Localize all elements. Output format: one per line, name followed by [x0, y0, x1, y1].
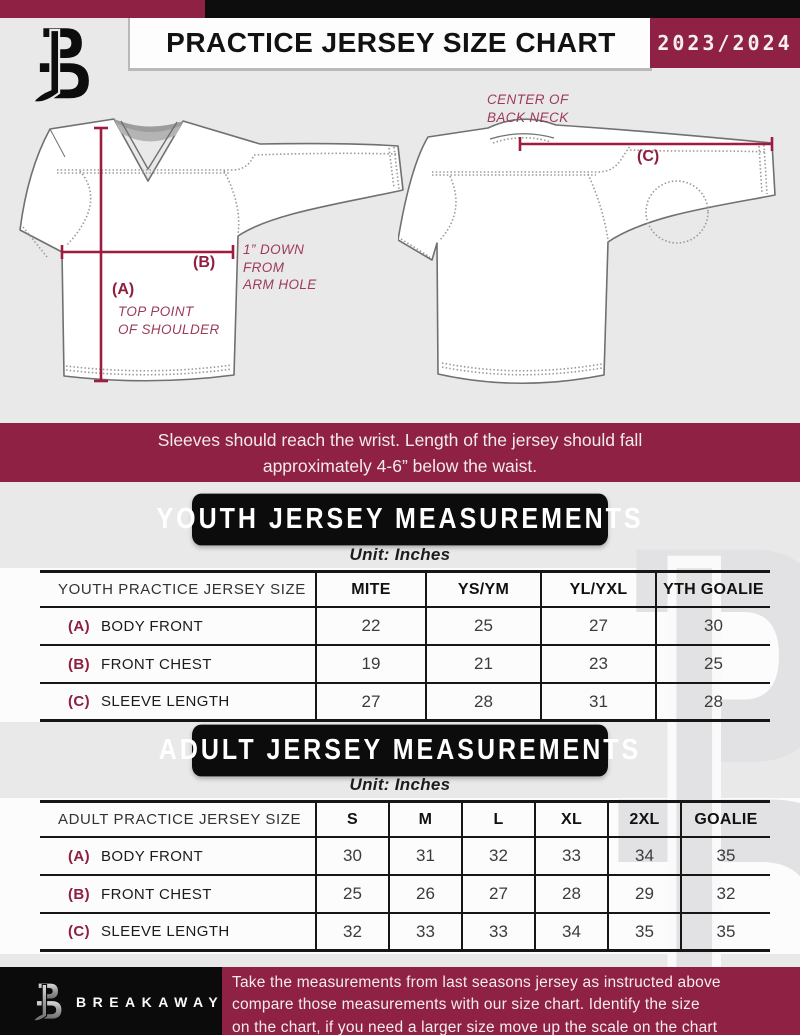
table-cell: 27: [540, 608, 655, 646]
youth-header-size: YOUTH PRACTICE JERSEY SIZE: [40, 570, 315, 608]
table-cell: 25: [655, 646, 770, 684]
youth-header-mite: MITE: [315, 570, 425, 608]
table-cell: 28: [534, 876, 607, 914]
table-cell: 33: [461, 914, 534, 952]
adult-row-b-label: (B) FRONT CHEST: [40, 876, 315, 914]
table-cell: 35: [680, 838, 770, 876]
adult-row-a-label: (A) BODY FRONT: [40, 838, 315, 876]
banner-line-1: Sleeves should reach the wrist. Length of the jersey should fall: [157, 429, 643, 450]
table-cell: 34: [607, 838, 680, 876]
youth-header-ylyxl: YL/YXL: [540, 570, 655, 608]
season-badge: 2023/2024: [650, 18, 800, 68]
title-bar: [128, 18, 652, 71]
youth-header-goalie: YTH GOALIE: [655, 570, 770, 608]
table-cell: 33: [534, 838, 607, 876]
adult-header-m: M: [388, 800, 461, 838]
adult-header-size: ADULT PRACTICE JERSEY SIZE: [40, 800, 315, 838]
youth-row-b-label: (B) FRONT CHEST: [40, 646, 315, 684]
youth-row-c-label: (C) SLEEVE LENGTH: [40, 684, 315, 722]
breakaway-b-logo-icon: [26, 23, 94, 107]
table-cell: 33: [388, 914, 461, 952]
table-cell: 21: [425, 646, 540, 684]
jersey-front-diagram: [10, 113, 410, 393]
youth-row-a-label: (A) BODY FRONT: [40, 608, 315, 646]
table-cell: 35: [607, 914, 680, 952]
table-cell: 22: [315, 608, 425, 646]
breakaway-b-logo-small-icon: [30, 981, 64, 1023]
table-cell: 25: [425, 608, 540, 646]
table-cell: 30: [315, 838, 388, 876]
adult-section-title: ADULT JERSEY MEASUREMENTS: [192, 725, 608, 777]
label-c-caption: CENTER OF BACK NECK: [487, 92, 569, 125]
label-b: (B): [193, 254, 216, 271]
adult-header-2xl: 2XL: [607, 800, 680, 838]
label-a-caption: TOP POINT OF SHOULDER: [118, 304, 220, 337]
table-cell: 30: [655, 608, 770, 646]
adult-header-s: S: [315, 800, 388, 838]
banner-line-2: approximately 4-6” below the waist.: [262, 455, 538, 476]
top-accent-strip-maroon: [0, 0, 205, 18]
label-a: (A): [112, 281, 135, 298]
adult-row-c-label: (C) SLEEVE LENGTH: [40, 914, 315, 952]
table-cell: 32: [680, 876, 770, 914]
youth-header-ysym: YS/YM: [425, 570, 540, 608]
table-cell: 31: [540, 684, 655, 722]
adult-header-l: L: [461, 800, 534, 838]
top-accent-strip-black: [205, 0, 800, 18]
table-cell: 28: [425, 684, 540, 722]
table-cell: 29: [607, 876, 680, 914]
youth-size-table: [40, 570, 770, 722]
table-cell: 23: [540, 646, 655, 684]
youth-unit-label: Unit: Inches: [349, 545, 451, 564]
table-cell: 32: [315, 914, 388, 952]
adult-unit-label: Unit: Inches: [349, 775, 451, 794]
youth-section-title: YOUTH JERSEY MEASUREMENTS: [192, 494, 608, 546]
table-cell: 34: [534, 914, 607, 952]
fit-instruction-banner: [0, 423, 800, 482]
table-cell: 19: [315, 646, 425, 684]
table-cell: 26: [388, 876, 461, 914]
jersey-back-diagram: [398, 112, 800, 397]
table-cell: 28: [655, 684, 770, 722]
page-title: PRACTICE JERSEY SIZE CHART: [166, 27, 616, 58]
table-cell: 27: [315, 684, 425, 722]
label-b-caption: 1” DOWN FROM ARM HOLE: [243, 242, 317, 292]
table-cell: 27: [461, 876, 534, 914]
adult-size-table: [40, 800, 770, 952]
table-cell: 32: [461, 838, 534, 876]
adult-header-xl: XL: [534, 800, 607, 838]
table-cell: 31: [388, 838, 461, 876]
footer-instructions: Take the measurements from last seasons jersey as instructed above compare those measurements with our size chart. Identify the size on the chart, if you need a larger size move up the scale on the chart: [232, 974, 721, 1035]
footer-brand-name: BREAKAWAY: [76, 994, 225, 1010]
adult-header-goalie: GOALIE: [680, 800, 770, 838]
table-cell: 25: [315, 876, 388, 914]
table-cell: 35: [680, 914, 770, 952]
label-c: (C): [637, 148, 660, 165]
